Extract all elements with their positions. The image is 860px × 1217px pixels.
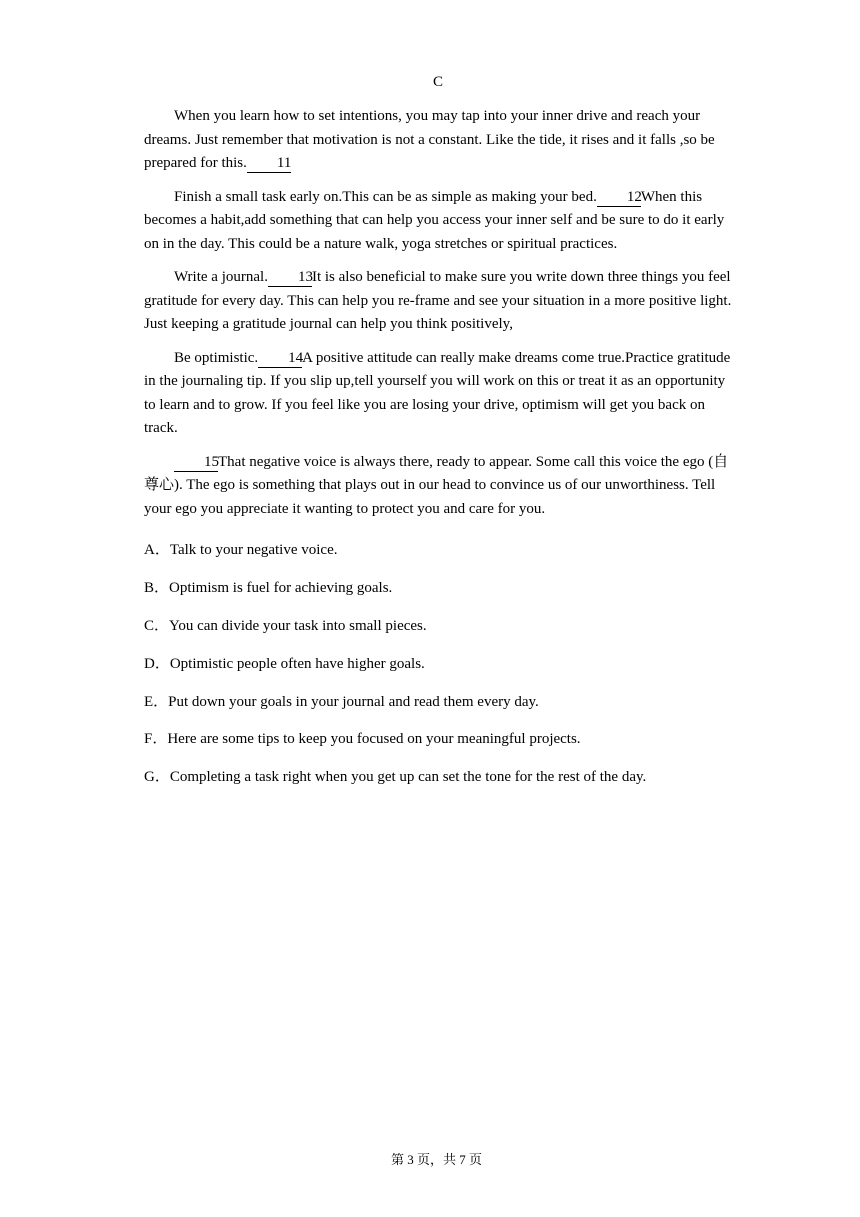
option-b [144, 577, 734, 601]
option-text: You can divide your task into small pieces. [169, 617, 427, 634]
option-letter: G． [144, 769, 170, 786]
option-text: Talk to your negative voice. [169, 542, 338, 558]
blank-14: 14 [258, 350, 302, 368]
paragraph-text: A positive attitude can really make dreams come true.Practice gratitude in the journaling tip. If you slip up,tell yourself you will work on this or treat it as an opportunity to learn and to grow. If you feel like you are losing your drive, optimism will get you back on track. [144, 349, 731, 436]
paragraph-text: It is also beneficial to make sure you write down three things you feel gratitude for every day. This can help you re-frame and see your situation in a more positive light. Just keeping a gratitude journal can help you think positively, [144, 269, 732, 332]
paragraph-3 [144, 266, 734, 337]
option-letter: E． [144, 693, 169, 710]
paragraph-1 [144, 105, 734, 176]
blank-12: 12 [597, 189, 641, 207]
paragraph-4 [144, 347, 734, 441]
option-d [144, 653, 734, 677]
paragraph-text: That negative voice is always there, ready to appear. Some call this voice the ego (自尊心). The ego is something that plays out in our head to convince us of our unworthiness. Tell your ego you appreciate it wanting to protect you and care for you. [144, 453, 729, 517]
option-letter: F． [144, 731, 168, 748]
option-text: Put down your goals in your journal and read them every day. [168, 693, 539, 710]
option-g [144, 766, 734, 790]
page-footer: 第 3 页，共 7 页 [390, 1152, 482, 1167]
paragraph-5 [144, 451, 734, 522]
blank-11: 11 [247, 155, 291, 173]
section-heading: C [432, 74, 443, 90]
blank-15: 15 [174, 454, 218, 472]
option-letter: C． [144, 617, 170, 634]
option-text: Optimism is fuel for achieving goals. [169, 579, 393, 596]
option-text: Here are some tips to keep you focused on your meaningful projects. [167, 731, 581, 748]
paragraph-text: When you learn how to set intentions, you may tap into your inner drive and reach your dreams. Just remember that motivation is not a constant. Like the tide, it rises and it falls ,so be prepared for this. [144, 108, 715, 171]
paragraph-text: Finish a small task early on.This can be as simple as making your bed. [174, 188, 597, 205]
option-f [144, 728, 734, 752]
option-list [144, 539, 734, 790]
paragraph-text: When this becomes a habit,add something that can help you access your inner self and be sure to do it early on in the day. This could be a nature walk, yoga stretches or spiritual practices. [144, 188, 725, 252]
option-a [144, 539, 734, 563]
paragraph-text: Be optimistic. [174, 349, 259, 366]
blank-13: 13 [268, 269, 312, 287]
paragraph-text: Write a journal. [174, 269, 268, 285]
option-letter: A． [144, 542, 170, 558]
paragraph-2 [144, 186, 734, 257]
option-text: Optimistic people often have higher goals. [169, 655, 425, 672]
option-letter: D． [144, 655, 170, 672]
option-e [144, 691, 734, 715]
option-text: Completing a task right when you get up can set the tone for the rest of the day. [169, 769, 647, 786]
passage-content [144, 105, 734, 804]
option-c [144, 615, 734, 639]
option-letter: B． [144, 579, 170, 596]
